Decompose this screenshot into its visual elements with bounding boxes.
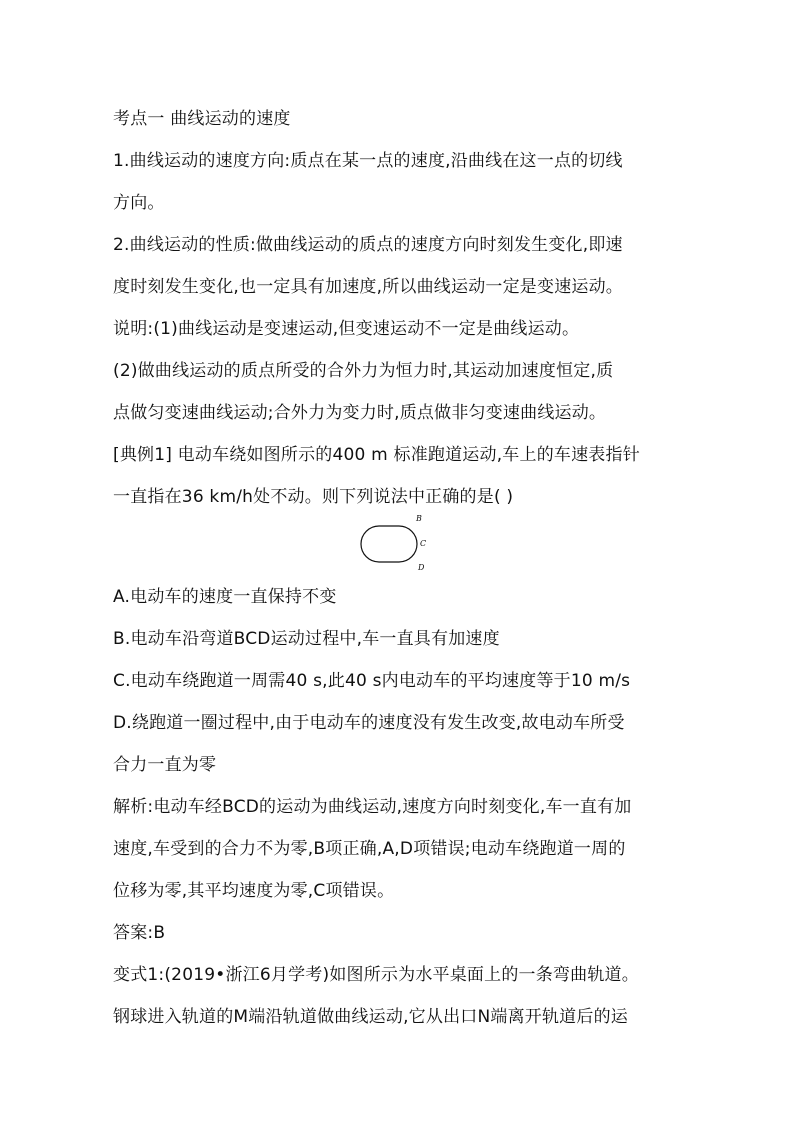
solution-line: 解析:电动车经BCD的运动为曲线运动,速度方向时刻变化,车一直有加 bbox=[113, 797, 632, 817]
text-line: 方向。 bbox=[113, 193, 165, 213]
track-figure bbox=[355, 512, 445, 574]
text-line: 说明:(1)曲线运动是变速运动,但变速运动不一定是曲线运动。 bbox=[113, 319, 580, 339]
track-label-b: B bbox=[416, 514, 422, 523]
text-line: 2.曲线运动的性质:做曲线运动的质点的速度方向时刻发生变化,即速 bbox=[113, 235, 623, 255]
variant-heading: 变式1:(2019•浙江6月学考)如图所示为水平桌面上的一条弯曲轨道。 bbox=[113, 965, 639, 985]
option-c: C.电动车绕跑道一周需40 s,此40 s内电动车的平均速度等于10 m/s bbox=[113, 671, 631, 691]
option-b: B.电动车沿弯道BCD运动过程中,车一直具有加速度 bbox=[113, 629, 500, 649]
section-heading: 考点一 曲线运动的速度 bbox=[113, 109, 291, 129]
option-a: A.电动车的速度一直保持不变 bbox=[113, 587, 337, 607]
text-line: 度时刻发生变化,也一定具有加速度,所以曲线运动一定是变速运动。 bbox=[113, 277, 624, 297]
text-line: 一直指在36 km/h处不动。则下列说法中正确的是( ) bbox=[113, 487, 514, 507]
example-heading: [典例1] 电动车绕如图所示的400 m 标准跑道运动,车上的车速表指针 bbox=[113, 445, 640, 465]
text-line: 钢球进入轨道的M端沿轨道做曲线运动,它从出口N端离开轨道后的运 bbox=[113, 1007, 628, 1027]
text-line: (2)做曲线运动的质点所受的合外力为恒力时,其运动加速度恒定,质 bbox=[113, 361, 614, 381]
track-label-d: D bbox=[418, 563, 425, 572]
track-outline bbox=[361, 526, 417, 562]
answer-line: 答案:B bbox=[113, 923, 166, 943]
solution-line: 速度,车受到的合力不为零,B项正确,A,D项错误;电动车绕跑道一周的 bbox=[113, 839, 626, 859]
option-d: D.绕跑道一圈过程中,由于电动车的速度没有发生改变,故电动车所受 bbox=[113, 713, 625, 733]
track-label-c: C bbox=[420, 539, 427, 548]
text-line: 1.曲线运动的速度方向:质点在某一点的速度,沿曲线在这一点的切线 bbox=[113, 151, 623, 171]
option-d-continued: 合力一直为零 bbox=[113, 755, 217, 775]
solution-line: 位移为零,其平均速度为零,C项错误。 bbox=[113, 881, 395, 901]
text-line: 点做匀变速曲线运动;合外力为变力时,质点做非匀变速曲线运动。 bbox=[113, 403, 607, 423]
